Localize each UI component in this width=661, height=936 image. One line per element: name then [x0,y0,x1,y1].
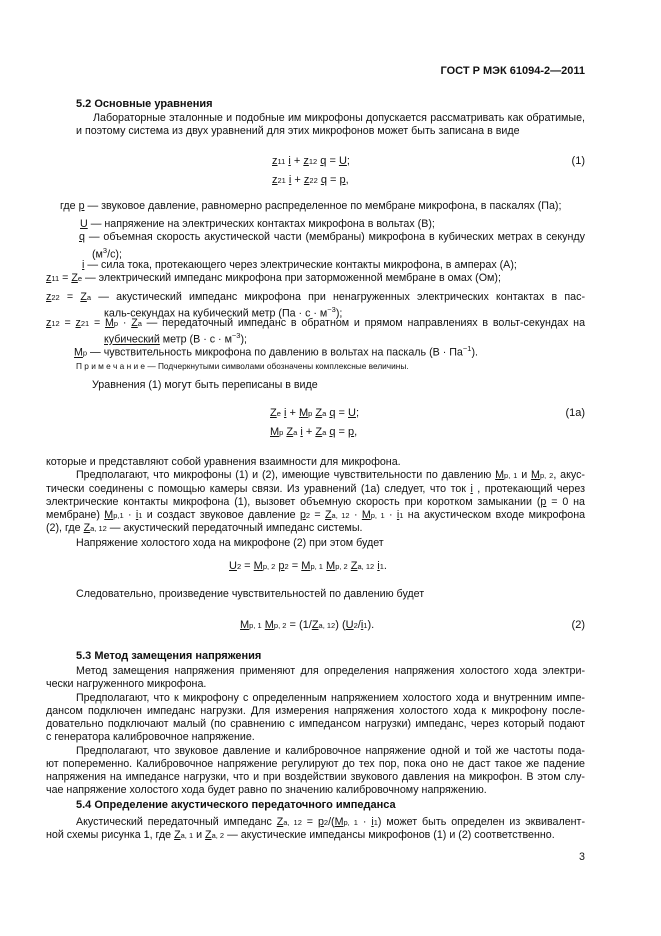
definition-Mp: Mp — чувствительность микрофона по давлению в вольтах на паскаль $(В \cdot Па^{-1})$. [74,344,478,359]
paragraph-line: Уравнения (1) могут быть переписаны в виде [92,379,318,391]
section-heading-5-4: 5.4 Определение акустического передаточного импеданса [76,799,396,811]
paragraph-line: и поэтому система из двух уравнений для этих микрофонов может быть записана в виде [76,125,520,137]
paragraph-line: чески нагруженного микрофона. [46,678,207,690]
paragraph-line: которые и представляют собой уравнения взаимности для микрофона. [46,456,401,468]
definition-z22: z22 = Za — акустический импеданс микрофона при ненагруженных электрических контактах в пас- [46,291,585,303]
section-heading-5-3: 5.3 Метод замещения напряжения [76,650,262,662]
definition-q: q — объемная скорость акустической части (мембраны) микрофона в кубических метрах в секунду [79,231,585,243]
paragraph-line: Следовательно, произведение чувствительностей по давлению будет [76,588,425,600]
paragraph-line: Предполагают, что микрофоны (1) и (2), имеющие чувствительности по давлению Mp, 1 и Mp, 2, акус- [76,469,585,481]
equation-1a-line-1: Ze i + Mp Za q = U; [270,407,360,419]
paragraph-line: дансом подключен импеданс нагрузки. Для измерения напряжения холостого хода к микрофону после- [46,705,585,717]
paragraph-line: Лабораторные эталонные и подобные им микрофоны допускается рассматривать как обратимые, [93,112,585,124]
definition-q-unit: $(м^3/с)$; [92,246,122,261]
definition-U: U — напряжение на электрических контактах микрофона в вольтах (В); [80,218,435,230]
equation-U2: U2 = Mp, 2 p2 = Mp, 1 Mp, 2 Za, 12 i1. [229,560,387,572]
paragraph-line: Напряжение холостого хода на микрофоне (2) при этом будет [76,537,384,549]
definition-z12-unit: кубический метр $(В \cdot с \cdot м^{-3})$; [104,331,248,346]
equation-number-2: (2) [571,619,585,631]
paragraph-line: Метод замещения напряжения применяют для определения напряжения холостого хода электри- [76,665,585,677]
paragraph-line: электрические контакты микрофона (1), вызовет объемную скорость при коротком замыкании (p = 0 на [46,496,585,508]
paragraph-line: напряжения на импедансе нагрузки, что и при воздействии звукового давления на микрофон. В этом слу- [46,771,585,783]
section-heading-5-2: 5.2 Основные уравнения [76,98,213,110]
definition-z22-unit: каль-секундах на кубический метр $(Па \cdot с \cdot м^{-3})$; [104,305,343,320]
equation-1a-line-2: Mp Za i + Za q = p, [270,426,358,438]
definition-z12: z12 = z21 = Mp · Za — передаточный импеданс в обратном и прямом направлениях в вольт-секундах на [46,317,586,329]
paragraph-line: чае напряжение холостого хода будет равно по значению калибровочному напряжению. [46,784,487,796]
paragraph-line: ной схемы рисунка 1, где Za, 1 и Za, 2 — акустические импедансы микрофонов (1) и (2) соответственно. [46,829,555,841]
equation-1-line-1: z11 i + z12 q = U; [272,155,350,167]
paragraph-line: довательно подключают малый (по сравнению с импедансом нагрузки) импеданс, через который подают [46,718,585,730]
paragraph-line: Предполагают, что к микрофону с определенным напряжением холостого хода и внутренним импе- [76,692,585,704]
paragraph-line: Акустический передаточный импеданс Za, 12 = p2/(Mp, 1 · i1) может быть определен из эквивалент- [76,816,586,828]
equation-2: Mp, 1 Mp, 2 = (1/Za, 12) (U2/i1). [240,619,375,631]
equation-1-line-2: z21 i + z22 q = p, [272,174,349,186]
paragraph-line: мембране) Mp,1 · i1 и создаст звуковое давление p2 = Za, 12 · Mp, 1 · i1 на акустическом входе микрофона [46,509,586,521]
note: П р и м е ч а н и е — Подчеркнутыми символами обозначены комплексные величины. [76,361,409,371]
definition-p: где p — звуковое давление, равномерно распределенное по мембране микрофона, в паскалях (Па); [60,200,562,212]
paragraph-line: с генератора калибровочное напряжение. [46,731,255,743]
page-number: 3 [579,851,585,863]
paragraph-line: Предполагают, что звуковое давление и калибровочное напряжение одной и той же частоты пода- [76,745,585,757]
document-header: ГОСТ Р МЭК 61094-2—2011 [440,65,585,77]
paragraph-line: (2), где Za, 12 — акустический передаточный импеданс системы. [46,522,363,534]
equation-number-1a: (1a) [565,407,585,419]
definition-z11: z11 = Ze — электрический импеданс микрофона при заторможенной мембране в омах (Ом); [46,272,501,284]
equation-number-1: (1) [571,155,585,167]
paragraph-line: ют попеременно. Калибровочное напряжение регулируют до тех пор, пока оно не даст такое же падение [46,758,585,770]
definition-i: i — сила тока, протекающего через электрические контакты микрофона, в амперах (А); [82,259,517,271]
paragraph-line: тически соединены с помощью камеры связи. Из уравнений (1а) следует, что ток i , протекающий через [46,483,585,495]
